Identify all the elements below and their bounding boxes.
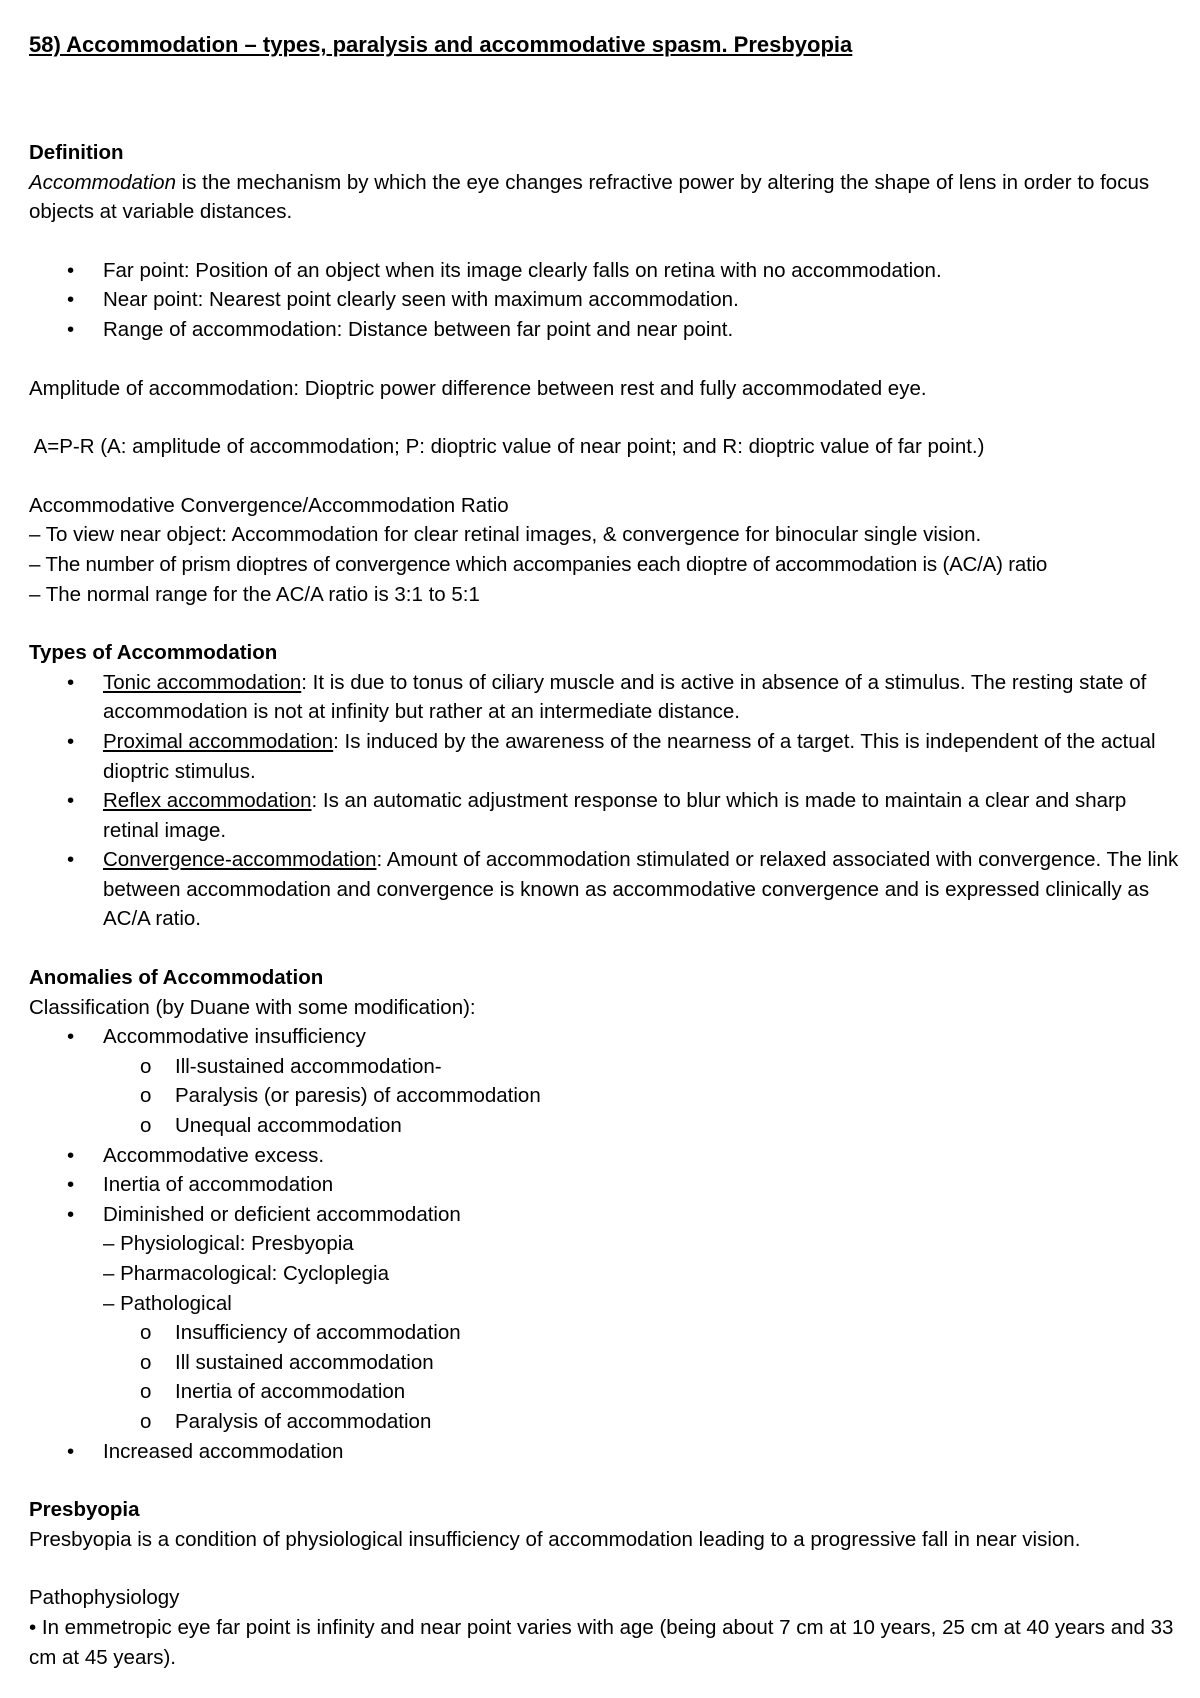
dash-item: – Physiological: Presbyopia (103, 1232, 354, 1256)
list-item (29, 786, 1179, 845)
presbyopia-text: Presbyopia is a condition of physiological insufficiency of accommodation leading to a progressive fall in near vision. (29, 1527, 1081, 1551)
aca-line: – To view near object: Accommodation for clear retinal images, & convergence for binocular single vision. (29, 523, 982, 547)
aca-heading: Accommodative Convergence/Accommodation Ratio (29, 493, 509, 517)
list-item (29, 845, 1179, 934)
definition-term: Accommodation (29, 170, 176, 194)
definition-text (29, 168, 1179, 227)
type-text: : Amount of accommodation stimulated or relaxed associated with convergence. The link between accommodation and convergence is known as accommodative convergence and is expressed clinically as AC/A ratio. (103, 848, 1179, 931)
document-page (29, 30, 1179, 1672)
type-text: : It is due to tonus of ciliary muscle and is active in absence of a stimulus. The resting state of accommodation is not at infinity but rather at an intermediate distance. (103, 670, 1147, 724)
sub-list-item: o Insufficiency of accommodation (29, 1318, 1179, 1348)
sub-list-item: o Inertia of accommodation (29, 1377, 1179, 1407)
list-item: • Diminished or deficient accommodation (29, 1200, 1179, 1230)
list-item (29, 727, 1179, 786)
presbyopia-heading: Presbyopia (29, 1498, 140, 1522)
type-term: Reflex accommodation (103, 789, 312, 813)
pathophysiology-text: • In emmetropic eye far point is infinity and near point varies with age (being about 7 cm at 10 years, 25 cm at 40 years and 33 cm at 45 years). (29, 1615, 1174, 1669)
list-item: • Far point: Position of an object when its image clearly falls on retina with no accommodation. (29, 256, 1179, 286)
sub-list-item: o Unequal accommodation (29, 1111, 1179, 1141)
sub-list-item: o Ill-sustained accommodation- (29, 1052, 1179, 1082)
type-text: : Is induced by the awareness of the nearness of a target. This is independent of the actual dioptric stimulus. (103, 729, 1156, 783)
aca-line: – The number of prism dioptres of convergence which accompanies each dioptre of accommodation is (AC/A) ratio (29, 552, 1048, 576)
type-term: Tonic accommodation (103, 670, 302, 694)
list-item (29, 668, 1179, 727)
sub-list-item: o Paralysis (or paresis) of accommodation (29, 1081, 1179, 1111)
type-text: : Is an automatic adjustment response to blur which is made to maintain a clear and sharp retinal image. (103, 789, 1127, 842)
classification-text: Classification (by Duane with some modification): (29, 995, 476, 1019)
list-item: • Inertia of accommodation (29, 1170, 1179, 1200)
types-list (29, 668, 1179, 934)
type-term: Proximal accommodation (103, 729, 334, 753)
page-title: 58) Accommodation – types, paralysis and accommodative spasm. Presbyopia (29, 32, 853, 57)
list-item: • Accommodative insufficiency (29, 1022, 1179, 1052)
definition-body: is the mechanism by which the eye changes refractive power by altering the shape of lens in order to focus objects at variable distances. (29, 170, 1150, 224)
pathophysiology-heading: Pathophysiology (29, 1586, 180, 1610)
list-item: • Near point: Nearest point clearly seen with maximum accommodation. (29, 285, 1179, 315)
amplitude-text: Amplitude of accommodation: Dioptric power difference between rest and fully accommodated eye. (29, 376, 927, 400)
sub-list-item: o Ill sustained accommodation (29, 1348, 1179, 1378)
dash-item: – Pathological (103, 1291, 232, 1315)
list-item: • Increased accommodation (29, 1437, 1179, 1467)
anomalies-list (29, 1022, 1179, 1466)
definition-heading: Definition (29, 141, 124, 164)
list-item: • Range of accommodation: Distance between far point and near point. (29, 315, 1179, 345)
type-term: Convergence-accommodation (103, 848, 377, 872)
formula-text: A=P-R (A: amplitude of accommodation; P: dioptric value of near point; and R: dioptric value of far point.) (29, 435, 985, 459)
aca-line: – The normal range for the AC/A ratio is 3:1 to 5:1 (29, 582, 480, 606)
anomalies-heading: Anomalies of Accommodation (29, 966, 324, 990)
dash-item: – Pharmacological: Cycloplegia (103, 1262, 390, 1285)
sub-list-item: o Paralysis of accommodation (29, 1407, 1179, 1437)
types-heading: Types of Accommodation (29, 641, 278, 665)
list-item: • Accommodative excess. (29, 1141, 1179, 1171)
definition-list (29, 256, 1179, 345)
